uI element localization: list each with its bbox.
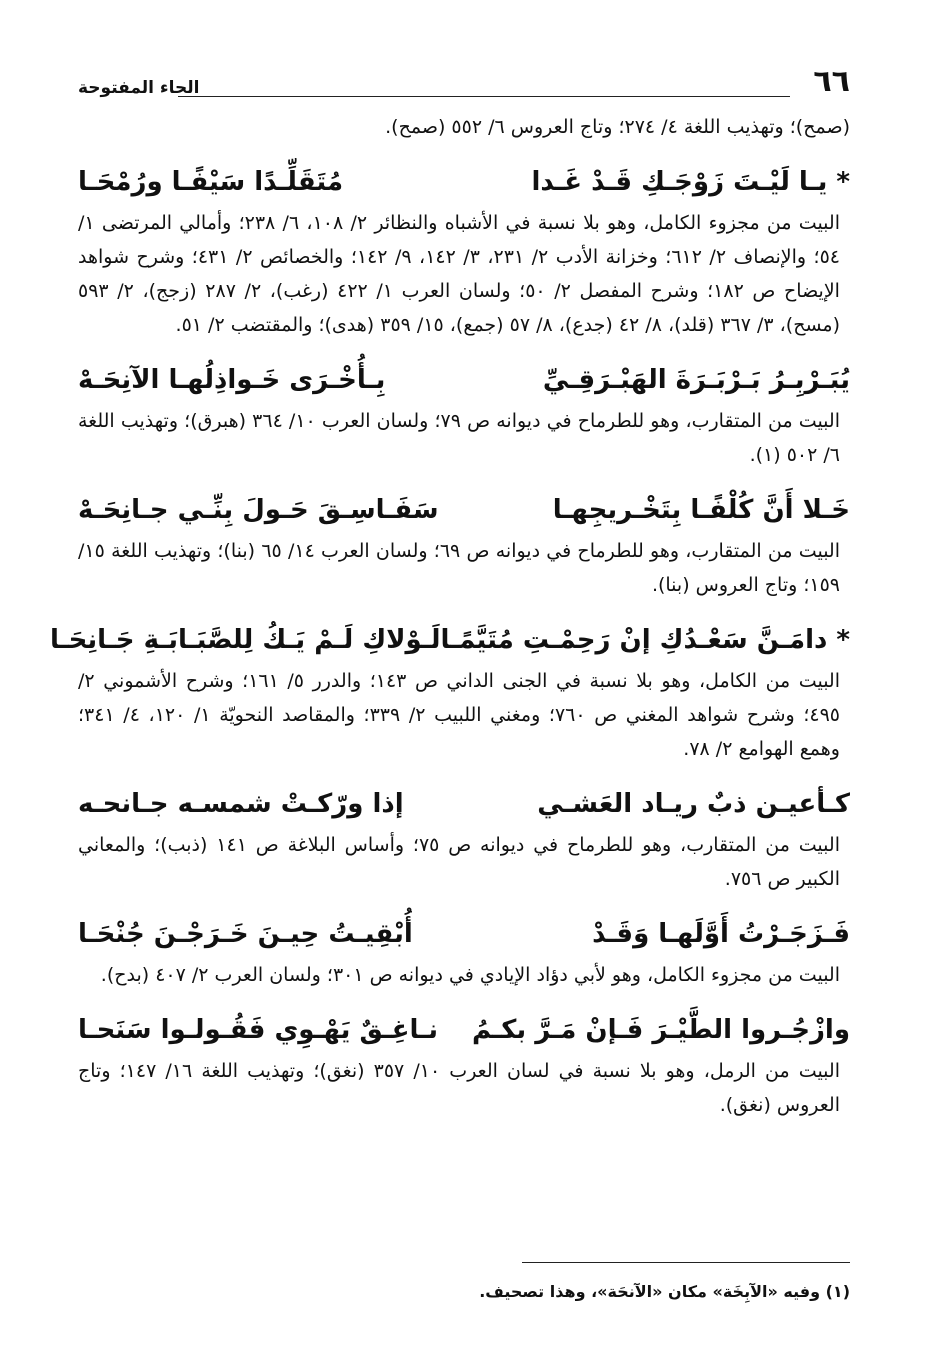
verse-commentary: البيت من الكامل، وهو بلا نسبة في الجنى الداني ص ١٤٣؛ والدرر ٥/ ١٦١؛ وشرح الأشموني ٢/ ٤٩٥؛ وشرح شواهد المغني ص ٧٦٠؛ ومغني اللبيب ٢/ ٣٣٩؛ والمقاصد النحويّة ١/ ١٢٠، ٤/ ٣٤١؛ وهمع الهوامع ٢/ ٧٨. [78,670,840,760]
opening-commentary: (صمح)؛ وتهذيب اللغة ٤/ ٢٧٤؛ وتاج العروس ٦/ ٥٥٢ (صمح). [385,116,850,138]
poem-entry [78,780,850,896]
verse-first-hemistich: * يـا لَيْـتَ زَوْجَـكِ قَـدْ غَـدا [531,167,850,197]
verse-line [78,780,850,828]
verse-second-hemistich: مُتَقَلِّـدًا سَيْفًـا ورُمْحَـا [78,167,344,197]
verse-line [50,616,850,664]
verse-line [78,356,850,404]
verse-commentary: البيت من الرمل، وهو بلا نسبة في لسان العرب ١٠/ ٣٥٧ (نغق)؛ وتهذيب اللغة ١٦/ ١٤٧؛ وتاج العروس (نغق). [78,1060,840,1116]
poem-entry [78,1006,850,1122]
poem-entry [50,616,850,766]
verse-second-hemistich: لَـوْلاكِ لَـمْ يَـكُ لِلصَّبَـابَـةِ جَـانِحَـا [50,625,441,655]
verse-line [78,1006,850,1054]
verse-line [78,486,850,534]
book-page [50,62,850,1301]
verse-second-hemistich: أُبْقِيـتُ حِيـنَ خَـرَجْـنَ جُنْحَـا [78,919,413,949]
verse-commentary: البيت من المتقارب، وهو للطرماح في ديوانه ص ٧٥؛ وأساس البلاغة ص ١٤١ (ذبب)؛ والمعاني الكبير ص ٧٥٦. [78,834,840,890]
header-rule [178,96,790,97]
poem-entry [78,356,850,472]
poem-entry [78,486,850,602]
verse-commentary: البيت من مجزوء الكامل، وهو لأبي دؤاد الإيادي في ديوانه ص ٣٠١؛ ولسان العرب ٢/ ٤٠٧ (بدح). [100,964,840,986]
verse-second-hemistich: نـاغِـقٌ يَهْـوِي فَقُـولـوا سَنَحـا [78,1015,438,1045]
verse-first-hemistich: وازْجُـروا الطَّيْـرَ فَـإنْ مَـرَّ بكـمُ [472,1015,850,1045]
running-title: الحاء المفتوحة [78,78,200,98]
verse-first-hemistich: يُبَـرْبِـرُ بَـرْبَـرَةَ الهَبْـرَقِـيِّ [542,365,850,395]
verse-line [78,910,850,958]
footnote: (١) وفيه «الآبِخَة» مكان «الآنحَة»، وهذا تصحيف. [479,1282,850,1301]
page-number: ٦٦ [813,64,850,99]
verse-second-hemistich: إذا ورّكـتْ شمسـه جـانحـه [78,789,404,819]
verse-commentary: البيت من المتقارب، وهو للطرماح في ديوانه ص ٦٩؛ ولسان العرب ١٤/ ٦٥ (بنا)؛ وتهذيب اللغة ١٥/ ١٥٩؛ وتاج العروس (بنا). [78,540,840,596]
verse-second-hemistich: بِـأُخْـرَى خَـواذِلُهـا الآنِحَـهْ [78,365,386,395]
verse-commentary: البيت من مجزوء الكامل، وهو بلا نسبة في الأشباه والنظائر ٢/ ١٠٨، ٦/ ٢٣٨؛ وأمالي المرتضى ١/ ٥٤؛ والإنصاف ٢/ ٦١٢؛ وخزانة الأدب ٢/ ٢٣١، ٣/ ١٤٢، ٩/ ١٤٢؛ والخصائص ٢/ ٤٣١؛ وشرح شواهد الإيضاح ص ١٨٢؛ وشرح المفصل ٢/ ٥٠؛ ولسان العرب ١/ ٤٢٢ (رغب)، ٢/ ٢٨٧ (زجج)، ٢/ ٥٩٣ (مسح)، ٣/ ٣٦٧ (قلد)، ٨/ ٤٢ (جدع)، ٨/ ٥٧ (جمع)، ١٥/ ٣٥٩ (هدى)؛ والمقتضب ٢/ ٥١. [78,212,840,336]
entry-list [50,158,850,1122]
verse-first-hemistich: فَـزَجَـرْتُ أَوَّلَهـا وَقَـدْ [592,919,850,949]
poem-entry [78,158,850,342]
verse-first-hemistich: * دامَـنَّ سَعْـدُكِ إنْ رَحِمْـتِ مُتَيَّمًـا [440,625,850,655]
verse-line [78,158,850,206]
verse-second-hemistich: سَفَـاسِـقَ حَـولَ بِنِّـي جـانِحَـهْ [78,495,439,525]
page-header [78,62,850,110]
verse-commentary: البيت من المتقارب، وهو للطرماح في ديوانه ص ٧٩؛ ولسان العرب ١٠/ ٣٦٤ (هبرق)؛ وتهذيب اللغة ٦/ ٥٠٢ (١). [78,410,840,466]
poem-entry [78,910,850,992]
verse-first-hemistich: كـأعيـن ذبٌ ريـاد العَشـي [537,789,850,819]
footnote-rule [522,1262,850,1263]
verse-first-hemistich: خَـلا أَنَّ كُلْفًـا بِتَخْـريجِهـا [552,495,850,525]
